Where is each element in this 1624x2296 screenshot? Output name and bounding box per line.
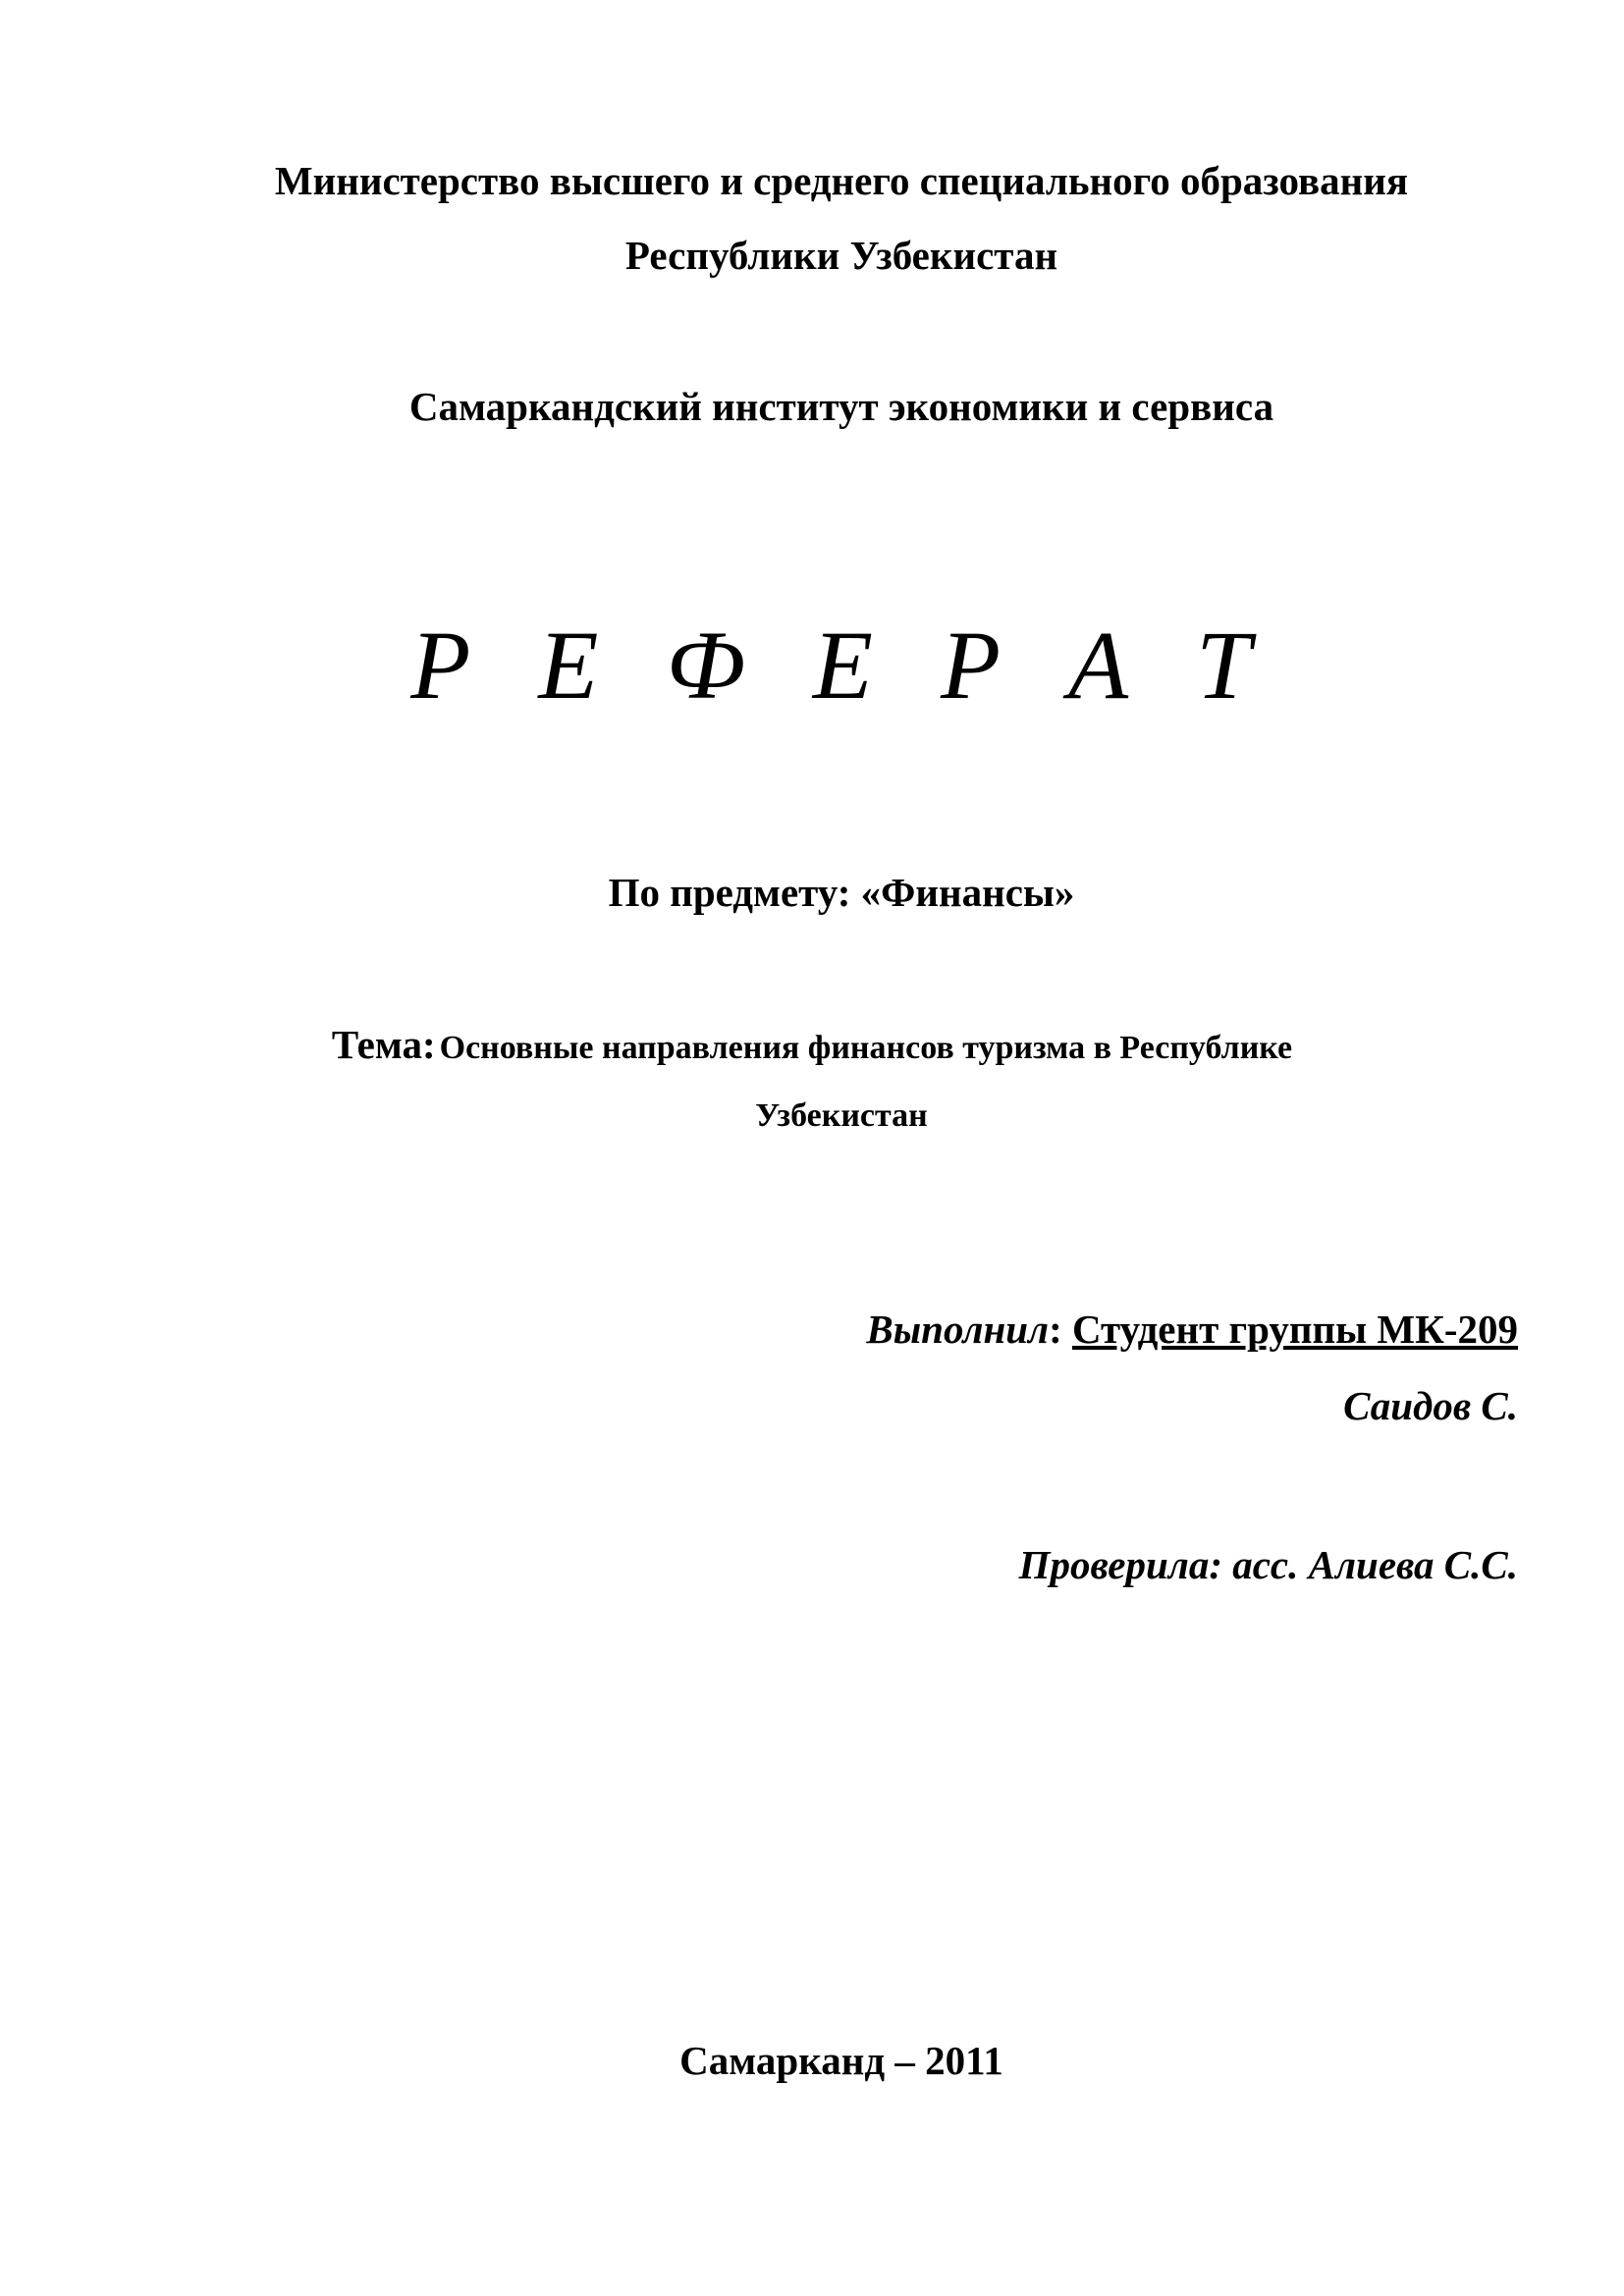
theme-text-line-1: Основные направления финансов туризма в Республике [439,1030,1293,1066]
ministry-line-2: Республики Узбекистан [624,233,1058,278]
city-year: Самарканд – 2011 [679,2038,1003,2083]
theme-line-1 [0,1021,1624,1068]
institute-name: Самаркандский институт экономики и сервиса [408,384,1274,429]
author-label: Выполнил [866,1307,1050,1352]
document-title: Р Е Ф Е Р А Т [410,611,1272,720]
subject-line: По предмету: «Финансы» [608,870,1075,915]
checker-line: Проверила: асс. Алиева С.С. [1018,1542,1518,1587]
ministry-line-1: Министерство высшего и среднего специального образования [274,158,1409,203]
author-group: Студент группы МК-209 [1071,1307,1518,1352]
author-row [866,1306,1518,1353]
theme-text-line-2: Узбекистан [755,1097,928,1134]
author-colon: : [1049,1307,1062,1352]
theme-label: Тема: [331,1022,436,1067]
author-name: Саидов С. [1343,1383,1518,1428]
